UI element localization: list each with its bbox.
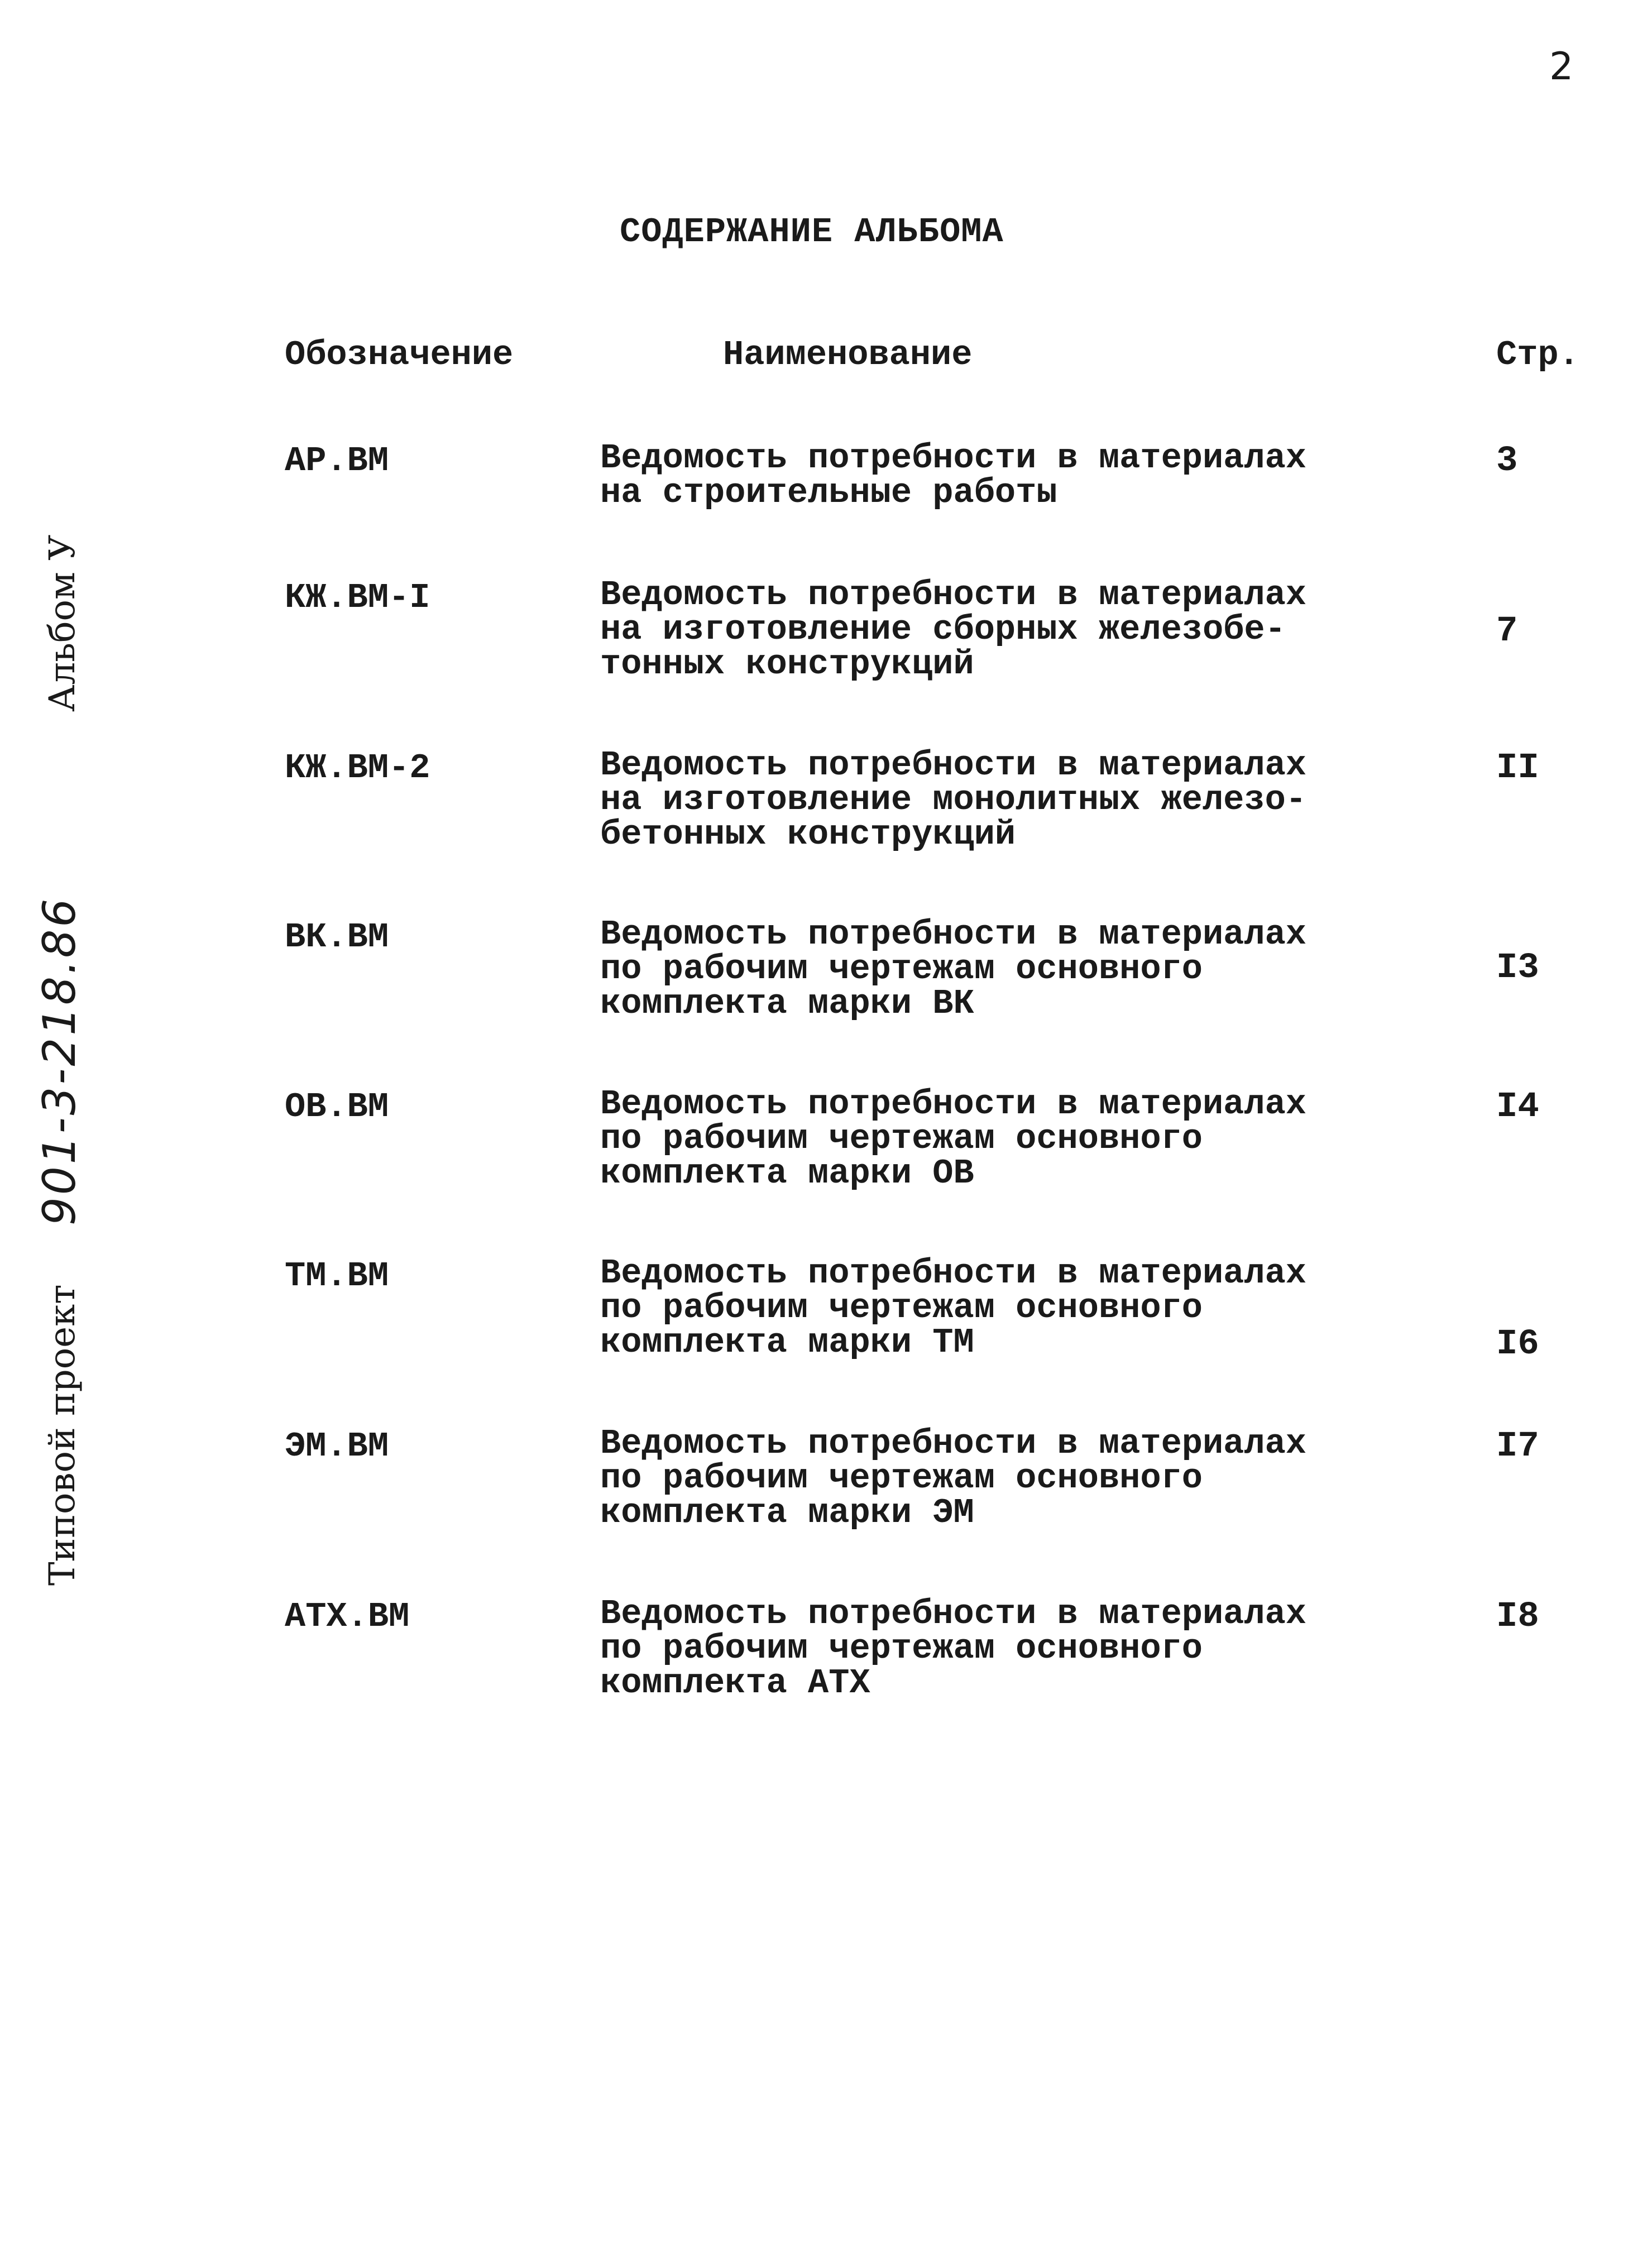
row-name-line: тонных конструкций bbox=[600, 644, 974, 684]
row-name-line: Ведомость потребности в материалах bbox=[600, 1594, 1307, 1634]
row-page: II bbox=[1496, 748, 1539, 788]
row-name-line: по рабочим чертежам основного bbox=[600, 1119, 1203, 1159]
row-name-line: Ведомость потребности в материалах bbox=[600, 745, 1307, 785]
row-designation: ВК.ВМ bbox=[285, 917, 389, 957]
side-album-label: Альбом У bbox=[42, 534, 83, 712]
row-page: I7 bbox=[1496, 1427, 1539, 1467]
row-name-line: на строительные работы bbox=[600, 473, 1057, 513]
row-name-line: по рабочим чертежам основного bbox=[600, 1288, 1203, 1328]
row-name-line: Ведомость потребности в материалах bbox=[600, 1424, 1307, 1463]
row-name-line: Ведомость потребности в материалах bbox=[600, 1253, 1307, 1293]
row-name bbox=[600, 1253, 1307, 1362]
row-name-line: комплекта марки ЭМ bbox=[600, 1493, 974, 1533]
row-name bbox=[600, 745, 1307, 854]
side-project-type: Типовой проект bbox=[42, 1284, 83, 1586]
row-name bbox=[600, 438, 1307, 513]
row-name bbox=[600, 917, 1306, 1021]
row-name bbox=[600, 575, 1307, 684]
row-name-line: Ведомость потребности в материалах bbox=[600, 575, 1307, 615]
row-name-line: Ведомость потребности в материалах bbox=[600, 915, 1307, 954]
page-number: 2 bbox=[1549, 45, 1574, 89]
column-header-page: Стр. bbox=[1496, 335, 1579, 375]
row-name-line: комплекта АТХ bbox=[600, 1663, 870, 1703]
row-name-line: Ведомость потребности в материалах bbox=[600, 1084, 1307, 1124]
row-designation: ЭМ.ВМ bbox=[285, 1427, 389, 1466]
row-name bbox=[600, 1594, 1307, 1703]
row-name-line: по рабочим чертежам основного bbox=[600, 949, 1203, 989]
row-page: I6 bbox=[1496, 1324, 1539, 1365]
row-designation: АТХ.ВМ bbox=[285, 1597, 410, 1636]
row-name bbox=[600, 1424, 1307, 1533]
row-designation: КЖ.ВМ-I bbox=[285, 578, 430, 618]
row-name-line: комплекта марки ТМ bbox=[600, 1323, 974, 1362]
row-designation: ТМ.ВМ bbox=[285, 1256, 389, 1296]
row-name-line: на изготовление монолитных железо- bbox=[600, 780, 1307, 820]
row-name-line: по рабочим чертежам основного bbox=[600, 1458, 1203, 1498]
row-designation: ОВ.ВМ bbox=[285, 1087, 389, 1127]
row-name-line: на изготовление сборных железобе- bbox=[600, 610, 1286, 649]
row-page: I4 bbox=[1496, 1087, 1539, 1127]
row-designation: КЖ.ВМ-2 bbox=[285, 748, 430, 788]
row-name bbox=[600, 1084, 1307, 1193]
row-name-line: комплекта марки ВК bbox=[600, 984, 974, 1023]
row-page: I3 bbox=[1496, 948, 1539, 988]
row-page: 3 bbox=[1496, 441, 1518, 481]
side-project-number: 901-3-218.86 bbox=[33, 896, 85, 1226]
row-designation: АР.ВМ bbox=[285, 441, 389, 481]
row-page: I8 bbox=[1496, 1597, 1539, 1637]
row-name-line: бетонных конструкций bbox=[600, 815, 1016, 854]
row-page: 7 bbox=[1496, 611, 1518, 652]
row-name-line: по рабочим чертежам основного bbox=[600, 1629, 1203, 1668]
page-title: СОДЕРЖАНИЕ АЛЬБОМА bbox=[620, 212, 1004, 252]
column-header-designation: Обозначение bbox=[285, 335, 514, 375]
row-name-line: комплекта марки ОВ bbox=[600, 1153, 974, 1193]
column-header-name: Наименование bbox=[723, 335, 973, 375]
row-name-line: Ведомость потребности в материалах bbox=[600, 438, 1307, 478]
